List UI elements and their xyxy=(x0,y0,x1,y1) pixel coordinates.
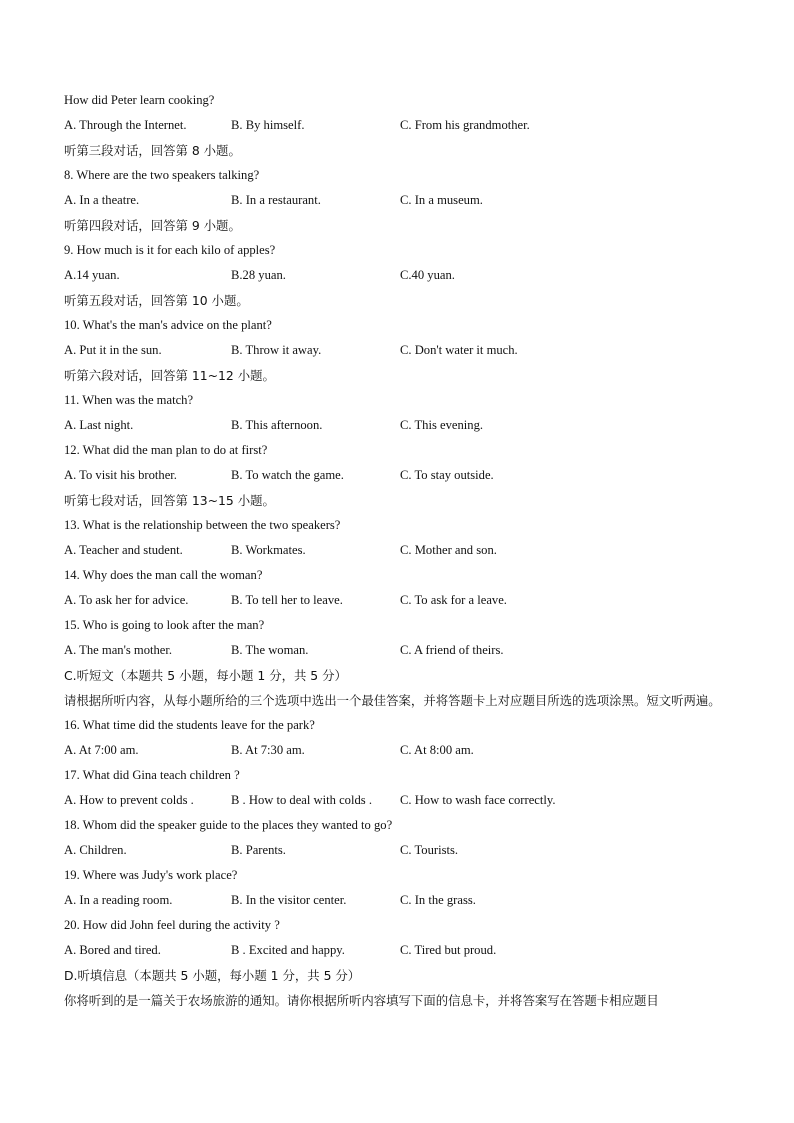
option-b: B. In a restaurant. xyxy=(231,193,321,207)
answer-options-row xyxy=(64,188,734,213)
option-c: C. How to wash face correctly. xyxy=(400,793,556,807)
question-text: 10. What's the man's advice on the plant? xyxy=(64,318,272,332)
option-b: B. Throw it away. xyxy=(231,343,322,357)
section-heading: 听第三段对话，回答第 8 小题。 xyxy=(64,143,241,158)
answer-options-row xyxy=(64,638,734,663)
exam-page xyxy=(64,88,734,1013)
answer-options-row xyxy=(64,588,734,613)
option-c: C. At 8:00 am. xyxy=(400,743,474,757)
option-c: C. To stay outside. xyxy=(400,468,494,482)
question-text: 18. Whom did the speaker guide to the places they wanted to go? xyxy=(64,818,393,832)
answer-options-row xyxy=(64,788,734,813)
option-b: B. Parents. xyxy=(231,843,286,857)
question-text: 19. Where was Judy's work place? xyxy=(64,868,238,882)
option-b: B . How to deal with colds . xyxy=(231,793,372,807)
option-b: B. At 7:30 am. xyxy=(231,743,305,757)
question-text: 14. Why does the man call the woman? xyxy=(64,568,263,582)
option-a: A. To visit his brother. xyxy=(64,468,177,482)
option-a: A. Bored and tired. xyxy=(64,943,161,957)
option-c: C. Tired but proud. xyxy=(400,943,497,957)
section-heading: C.听短文（本题共 5 小题，每小题 1 分，共 5 分） xyxy=(64,668,347,683)
question-text: 11. When was the match? xyxy=(64,393,194,407)
option-b: B . Excited and happy. xyxy=(231,943,345,957)
option-b: B. To watch the game. xyxy=(231,468,344,482)
section-heading: 听第五段对话，回答第 10 小题。 xyxy=(64,293,249,308)
option-a: A. How to prevent colds . xyxy=(64,793,194,807)
question-text: 13. What is the relationship between the two speakers? xyxy=(64,518,341,532)
option-c: C. To ask for a leave. xyxy=(400,593,507,607)
option-c: C. Mother and son. xyxy=(400,543,497,557)
answer-options-row xyxy=(64,838,734,863)
option-c: C. This evening. xyxy=(400,418,484,432)
question-text: 20. How did John feel during the activity ? xyxy=(64,918,280,932)
option-b: B. In the visitor center. xyxy=(231,893,347,907)
option-c: C. In a museum. xyxy=(400,193,483,207)
question-text: 12. What did the man plan to do at first? xyxy=(64,443,268,457)
answer-options-row xyxy=(64,263,734,288)
question-text: 9. How much is it for each kilo of apples? xyxy=(64,243,276,257)
answer-options-row xyxy=(64,338,734,363)
option-b: B. To tell her to leave. xyxy=(231,593,343,607)
option-a: A.14 yuan. xyxy=(64,268,120,282)
instruction-paragraph: 你将听到的是一篇关于农场旅游的通知。请你根据所听内容填写下面的信息卡，并将答案写在答题卡相应题目 xyxy=(64,993,659,1008)
section-heading: 听第七段对话，回答第 13~15 小题。 xyxy=(64,493,275,508)
answer-options-row xyxy=(64,888,734,913)
answer-options-row xyxy=(64,113,734,138)
answer-options-row xyxy=(64,538,734,563)
option-a: A. In a reading room. xyxy=(64,893,173,907)
question-text: 8. Where are the two speakers talking? xyxy=(64,168,260,182)
option-a: A. Teacher and student. xyxy=(64,543,183,557)
answer-options-row xyxy=(64,463,734,488)
option-a: A. At 7:00 am. xyxy=(64,743,139,757)
option-a: A. Last night. xyxy=(64,418,134,432)
answer-options-row xyxy=(64,413,734,438)
option-b: B. By himself. xyxy=(231,118,305,132)
answer-options-row xyxy=(64,938,734,963)
option-b: B.28 yuan. xyxy=(231,268,286,282)
option-a: A. The man's mother. xyxy=(64,643,173,657)
question-text: How did Peter learn cooking? xyxy=(64,93,215,107)
option-c: C. Tourists. xyxy=(400,843,459,857)
option-c: C. A friend of theirs. xyxy=(400,643,504,657)
section-heading: 听第四段对话，回答第 9 小题。 xyxy=(64,218,241,233)
option-c: C. From his grandmother. xyxy=(400,118,530,132)
section-heading: D.听填信息（本题共 5 小题，每小题 1 分，共 5 分） xyxy=(64,968,361,983)
question-text: 16. What time did the students leave for the park? xyxy=(64,718,315,732)
option-a: A. Through the Internet. xyxy=(64,118,187,132)
option-b: B. Workmates. xyxy=(231,543,306,557)
answer-options-row xyxy=(64,738,734,763)
question-text: 17. What did Gina teach children ? xyxy=(64,768,240,782)
option-b: B. This afternoon. xyxy=(231,418,323,432)
option-a: A. In a theatre. xyxy=(64,193,140,207)
option-c: C. In the grass. xyxy=(400,893,476,907)
option-a: A. To ask her for advice. xyxy=(64,593,189,607)
option-c: C. Don't water it much. xyxy=(400,343,518,357)
question-text: 15. Who is going to look after the man? xyxy=(64,618,265,632)
option-a: A. Children. xyxy=(64,843,127,857)
option-c: C.40 yuan. xyxy=(400,268,455,282)
section-heading: 听第六段对话，回答第 11~12 小题。 xyxy=(64,368,275,383)
instruction-paragraph: 请根据所听内容，从每小题所给的三个选项中选出一个最佳答案，并将答题卡上对应题目所选的选项涂黑。短文听两遍。 xyxy=(64,693,721,708)
option-a: A. Put it in the sun. xyxy=(64,343,162,357)
option-b: B. The woman. xyxy=(231,643,309,657)
